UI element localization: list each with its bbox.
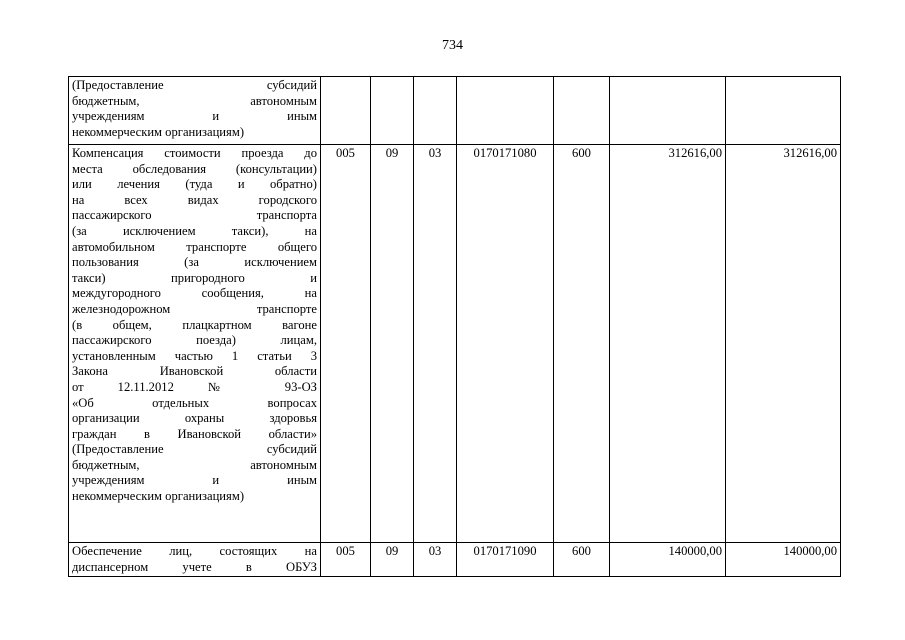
cell-vr: 600 — [554, 543, 610, 577]
description-line: места обследования (консультации) — [72, 161, 317, 176]
cell-gr: 005 — [321, 145, 371, 543]
description-line: (в общем, плацкартном вагоне — [72, 317, 317, 332]
description-line: пользования (за исключением — [72, 255, 317, 270]
cell-vr — [554, 77, 610, 145]
description-line: установленным частью 1 статьи 3 — [72, 348, 317, 363]
table-row — [69, 145, 841, 543]
description-line: автомобильном транспорте общего — [72, 239, 317, 254]
cell-amount-1 — [610, 77, 726, 145]
description-line: такси) пригородного и — [72, 270, 317, 285]
description-line: Компенсация стоимости проезда до — [72, 146, 317, 160]
description-line: бюджетным, автономным — [72, 93, 317, 108]
cell-rz: 09 — [371, 145, 414, 543]
cell-amount-2: 140000,00 — [726, 543, 841, 577]
description-line: от 12.11.2012 № 93-ОЗ — [72, 379, 317, 394]
row-description — [69, 77, 321, 145]
page-number: 734 — [442, 38, 463, 53]
description-line: «Об отдельных вопросах — [72, 395, 317, 410]
cell-csr: 0170171080 — [457, 145, 554, 543]
description-line: (за исключением такси), на — [72, 223, 317, 238]
cell-gr: 005 — [321, 543, 371, 577]
description-line: учреждениям и иным — [72, 109, 317, 124]
description-line: диспансерном учете в ОБУЗ — [72, 559, 317, 574]
cell-amount-2 — [726, 77, 841, 145]
table-row — [69, 77, 841, 145]
cell-csr: 0170171090 — [457, 543, 554, 577]
cell-amount-1: 312616,00 — [610, 145, 726, 543]
description-line: Закона Ивановской области — [72, 364, 317, 379]
description-line: учреждениям и иным — [72, 473, 317, 488]
row-description — [69, 543, 321, 577]
description-line: железнодорожном транспорте — [72, 301, 317, 316]
description-line: некоммерческим организациям) — [72, 124, 245, 139]
description-line: пассажирского транспорта — [72, 208, 317, 223]
cell-pr: 03 — [414, 145, 457, 543]
cell-amount-1: 140000,00 — [610, 543, 726, 577]
table-row — [69, 543, 841, 577]
cell-pr: 03 — [414, 543, 457, 577]
cell-rz: 09 — [371, 543, 414, 577]
description-line: (Предоставление субсидий — [72, 442, 317, 457]
description-line: граждан в Ивановской области» — [72, 426, 317, 441]
cell-gr — [321, 77, 371, 145]
cell-csr — [457, 77, 554, 145]
row-description — [69, 145, 321, 543]
description-line: организации охраны здоровья — [72, 411, 317, 426]
description-line: бюджетным, автономным — [72, 457, 317, 472]
cell-amount-2: 312616,00 — [726, 145, 841, 543]
budget-table — [68, 76, 841, 577]
description-line: Обеспечение лиц, состоящих на — [72, 544, 317, 558]
cell-vr: 600 — [554, 145, 610, 543]
description-line: или лечения (туда и обратно) — [72, 177, 317, 192]
description-line: на всех видах городского — [72, 192, 317, 207]
cell-pr — [414, 77, 457, 145]
description-line: (Предоставление субсидий — [72, 78, 317, 92]
description-line: пассажирского поезда) лицам, — [72, 333, 317, 348]
description-line: некоммерческим организациям) — [72, 489, 245, 504]
description-line: междугородного сообщения, на — [72, 286, 317, 301]
cell-rz — [371, 77, 414, 145]
